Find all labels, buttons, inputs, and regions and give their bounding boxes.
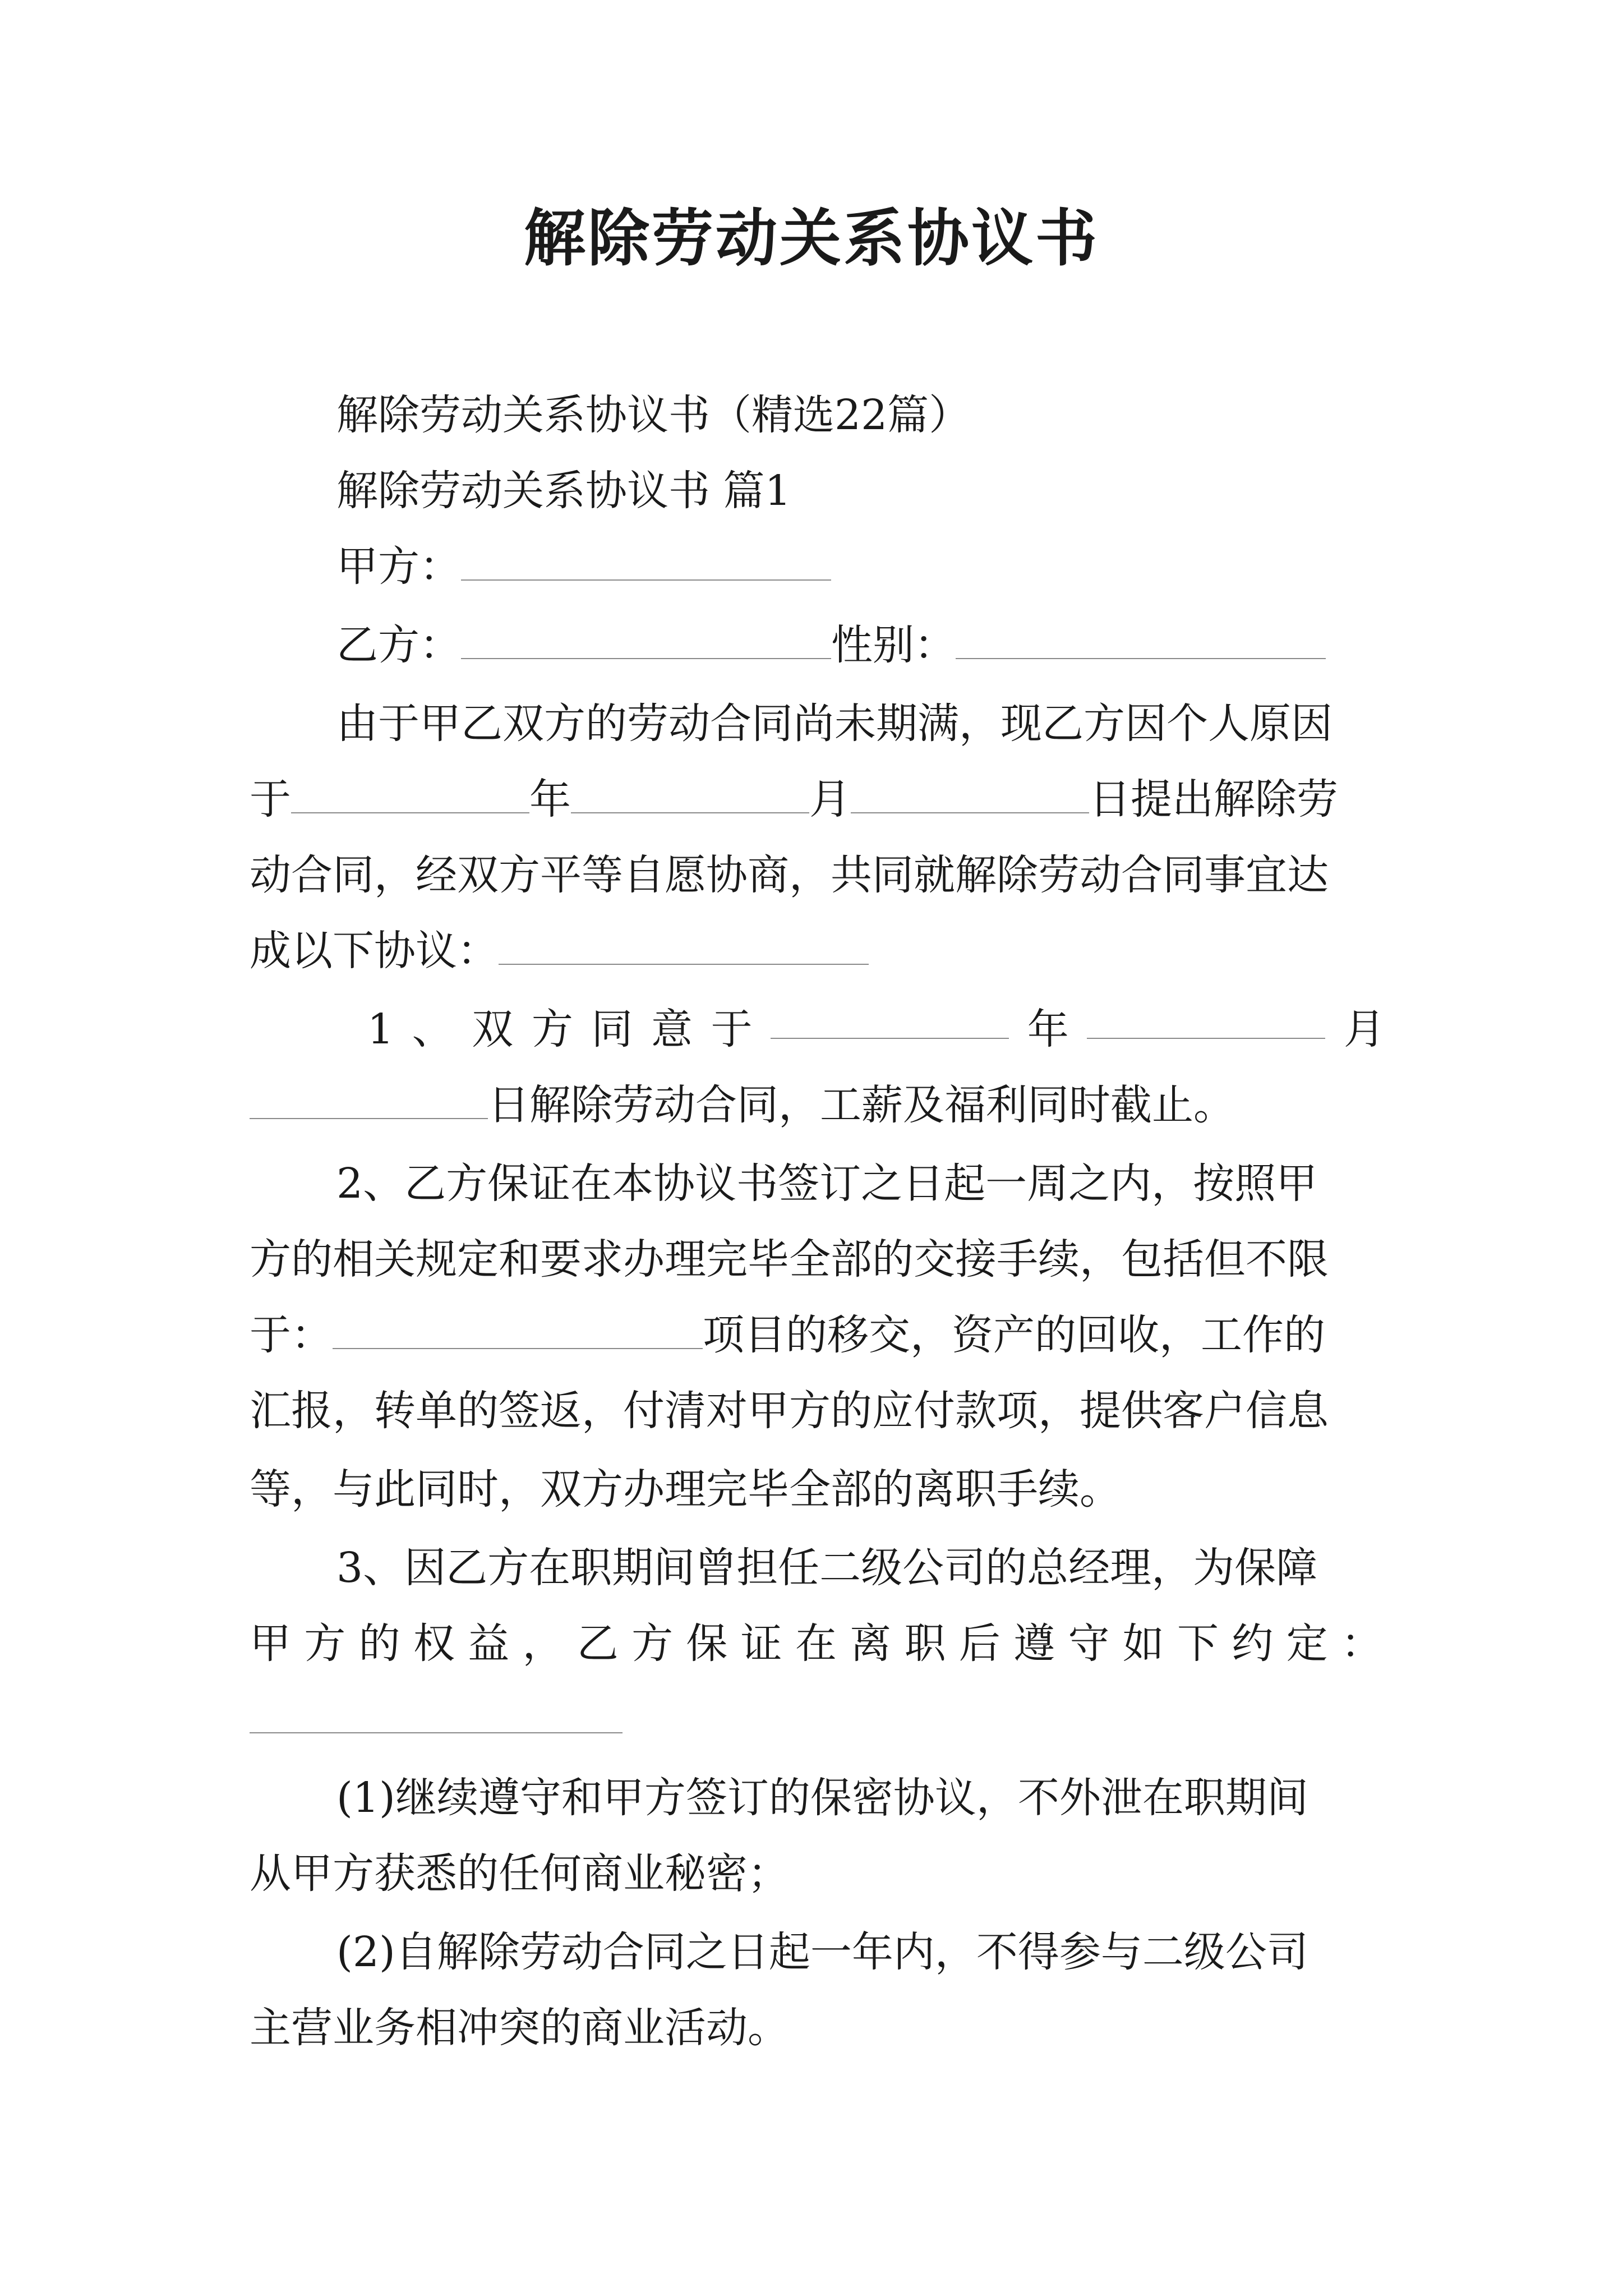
- clause-3-terms-blank: [250, 1693, 623, 1733]
- intro-year-blank: [291, 773, 529, 813]
- intro-agreement-blank: [499, 924, 869, 965]
- item-2-line-2: 主营业务相冲突的商业活动。: [250, 2004, 789, 2052]
- party-a-blank: [461, 540, 831, 581]
- party-a-label: 甲方：: [336, 542, 461, 591]
- clause-2-line-3: 于： 项目的移交，资产的回收，工作的: [250, 1304, 1325, 1366]
- clause-1-month-blank: [1087, 999, 1325, 1039]
- party-b-blank: [461, 619, 831, 659]
- clause-2-line-2: 方的相关规定和要求办理完毕全部的交接手续，包括但不限: [250, 1235, 1329, 1283]
- clause-2-line-5: 等，与此同时，双方办理完毕全部的离职手续。: [250, 1465, 1121, 1513]
- clause-1-day-blank: [250, 1079, 488, 1119]
- document-subtitle: 解除劳动关系协议书（精选22篇）: [336, 391, 971, 439]
- intro-month-blank: [571, 773, 809, 813]
- party-b-label: 乙方：: [336, 621, 461, 669]
- item-1-line-2: 从甲方获悉的任何商业秘密；: [250, 1849, 789, 1898]
- intro-line-1: 由于甲乙双方的劳动合同尚未期满，现乙方因个人原因: [336, 700, 1332, 748]
- gender-blank: [956, 619, 1326, 659]
- clause-3-line-1: 3、因乙方在职期间曾担任二级公司的总经理，为保障: [336, 1544, 1318, 1592]
- intro-line-4: 成以下协议：: [250, 920, 869, 982]
- item-1-line-1: (1)继续遵守和甲方签订的保密协议，不外泄在职期间: [336, 1774, 1308, 1822]
- party-b-row: [336, 614, 1326, 676]
- clause-3-line-3: [250, 1688, 623, 1750]
- item-2-line-1: (2)自解除劳动合同之日起一年内，不得参与二级公司: [336, 1928, 1308, 1976]
- party-a-row: [336, 536, 831, 597]
- gender-label: 性别：: [831, 621, 956, 669]
- clause-1-line-1: 1 、 双 方 同 意 于 年 月: [367, 999, 1385, 1060]
- clause-2-project-blank: [333, 1309, 703, 1349]
- intro-day-blank: [851, 773, 1089, 813]
- section-heading: 解除劳动关系协议书 篇1: [336, 467, 791, 515]
- clause-1-year-blank: [771, 999, 1009, 1039]
- clause-2-line-4: 汇报，转单的签返，付清对甲方的应付款项，提供客户信息: [250, 1387, 1329, 1435]
- intro-line-2: 于 年 月 日提出解除劳: [250, 769, 1338, 830]
- clause-3-line-2: 甲 方 的 权 益 ， 乙 方 保 证 在 离 职 后 遵 守 如 下 约 定 ：: [250, 1619, 1382, 1668]
- clause-1-line-2: 日解除劳动合同，工薪及福利同时截止。: [250, 1074, 1235, 1136]
- intro-line-3: 动合同，经双方平等自愿协商，共同就解除劳动合同事宜达: [250, 851, 1329, 899]
- document-title: 解除劳动关系协议书: [524, 202, 1099, 274]
- clause-2-line-1: 2、乙方保证在本协议书签订之日起一周之内，按照甲: [336, 1159, 1318, 1208]
